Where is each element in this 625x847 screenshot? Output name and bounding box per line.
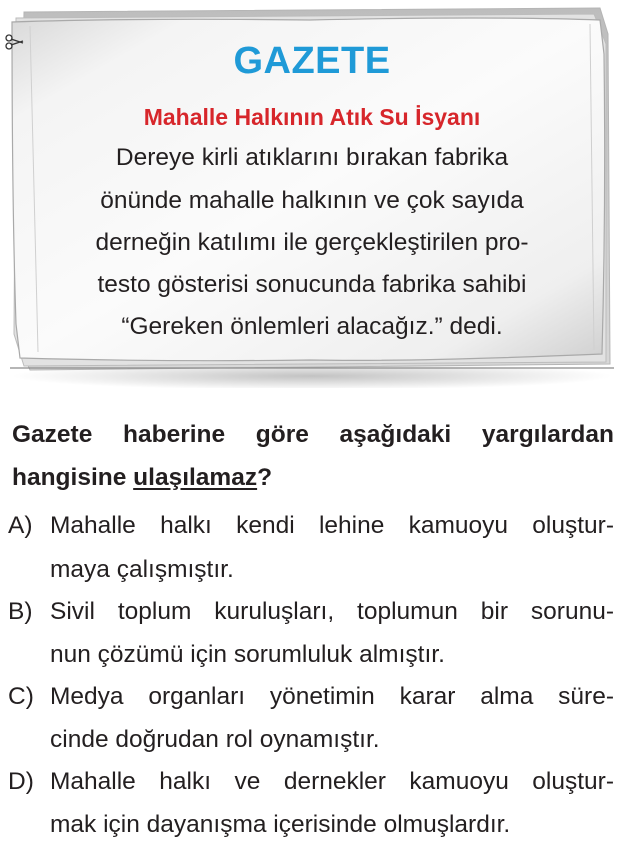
question-stem-prefix: hangisine xyxy=(12,464,134,491)
option-a-text-line-2[interactable]: maya çalışmıştır. xyxy=(50,556,234,583)
newspaper-clipping xyxy=(10,4,614,388)
newspaper-body-line: testo gösterisi sonucunda fabrika sahibi xyxy=(97,271,527,298)
newspaper-headline: Mahalle Halkının Atık Su İsyanı xyxy=(143,104,481,130)
question-stem-suffix: ? xyxy=(257,464,273,491)
question-stem-line-2 xyxy=(12,464,614,492)
option-c-text-line-1[interactable]: Medya organları yönetimin karar alma süre- xyxy=(50,683,614,710)
question-stem-line-1: Gazete haberine göre aşağıdaki yargılardan xyxy=(12,421,614,448)
newspaper-body-line: “Gereken önlemleri alacağız.” dedi. xyxy=(121,313,503,340)
newspaper-title: GAZETE xyxy=(233,40,391,82)
option-c-letter[interactable]: C) xyxy=(8,683,34,710)
option-c-text-line-2[interactable]: cinde doğrudan rol oynamıştır. xyxy=(50,726,380,753)
newspaper-body-line: önünde mahalle halkının ve çok sayıda xyxy=(100,187,524,214)
option-b-letter[interactable]: B) xyxy=(8,598,33,625)
option-d-letter[interactable]: D) xyxy=(8,768,34,795)
question-keyword-underlined: ulaşılamaz xyxy=(133,464,258,491)
option-d-text-line-1[interactable]: Mahalle halkı ve dernekler kamuoyu oluştur- xyxy=(50,768,614,795)
option-a-letter[interactable]: A) xyxy=(8,512,33,539)
newspaper-body-line: derneğin katılımı ile gerçekleştirilen pro- xyxy=(95,229,529,256)
option-a-text-line-1[interactable]: Mahalle halkı kendi lehine kamuoyu oluştur- xyxy=(50,512,614,539)
newspaper-body-line: Dereye kirli atıklarını bırakan fabrika xyxy=(115,144,509,171)
option-b-text-line-2[interactable]: nun çözümü için sorumluluk almıştır. xyxy=(50,641,445,668)
option-d-text-line-2[interactable]: mak için dayanışma içerisinde olmuşlardır. xyxy=(50,811,511,838)
option-b-text-line-1[interactable]: Sivil toplum kuruluşları, toplumun bir sorunu- xyxy=(50,598,614,625)
